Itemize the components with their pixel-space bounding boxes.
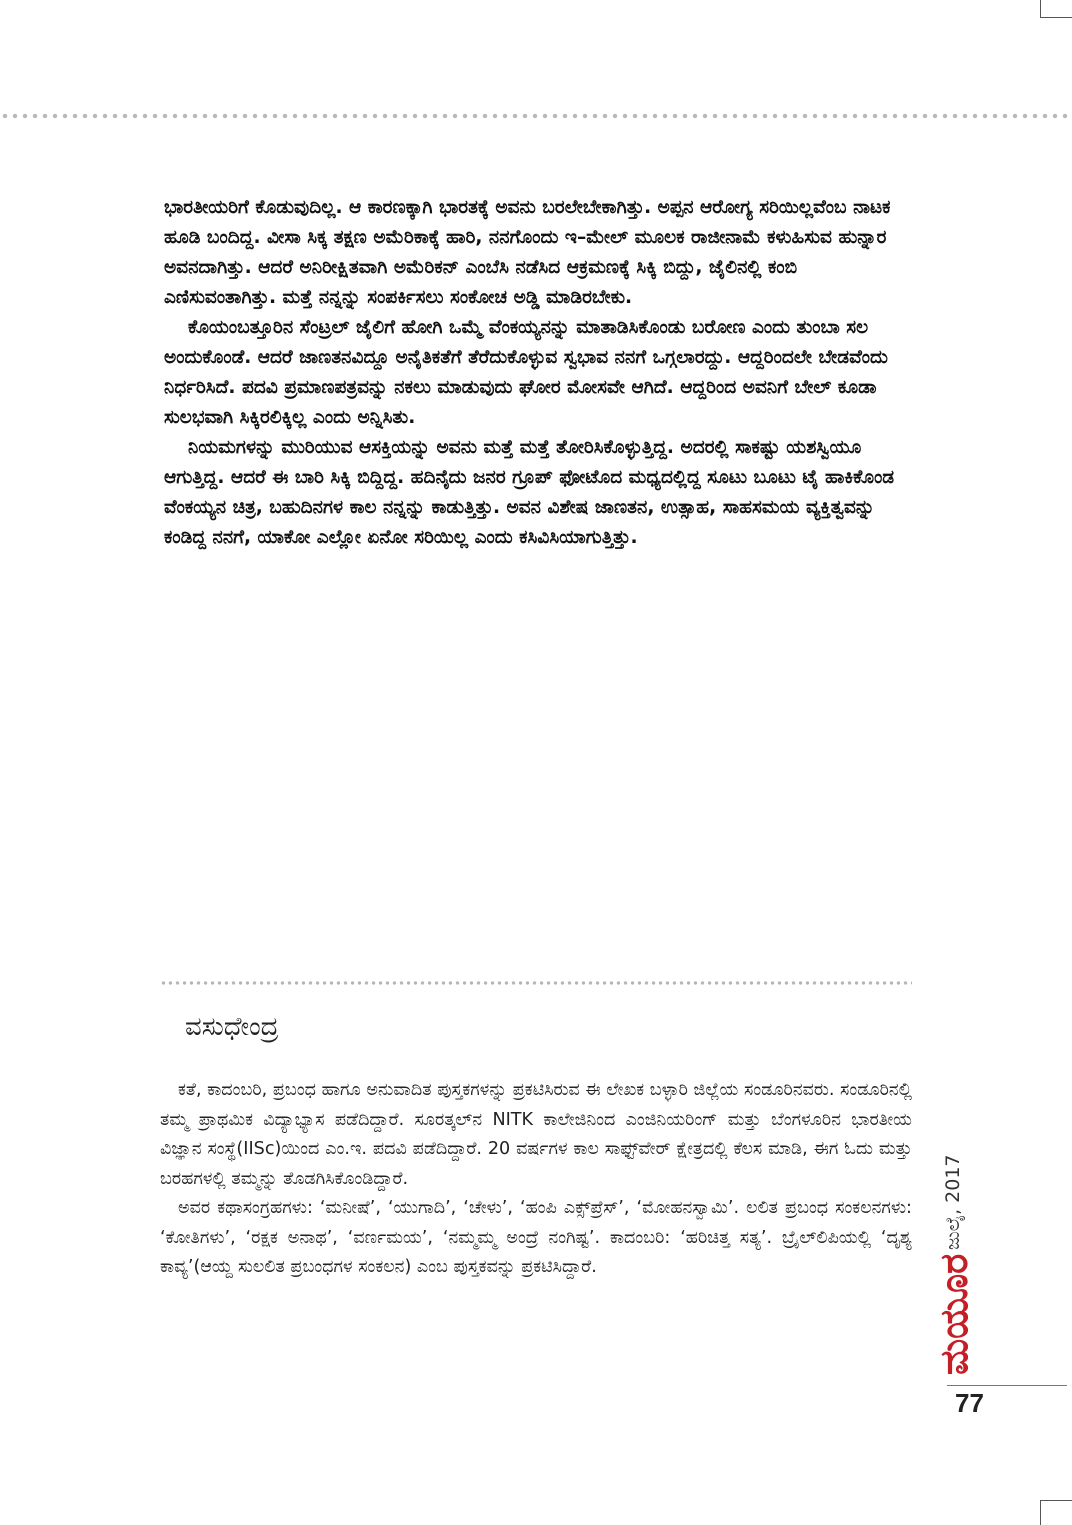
story-paragraph: ಭಾರತೀಯರಿಗೆ ಕೊಡುವುದಿಲ್ಲ. ಆ ಕಾರಣಕ್ಕಾಗಿ ಭಾರತಕ್ಕೆ ಅವನು ಬರಲೇಬೇಕಾಗಿತ್ತು. ಅಪ್ಪನ ಆರೋಗ್ಯ ಸರಿಯಿಲ್ಲವೆಂಬ ನಾಟಕ ಹೂಡಿ ಬಂದಿದ್ದ. ವೀಸಾ ಸಿಕ್ಕ ತಕ್ಷಣ ಅಮೆರಿಕಾಕ್ಕೆ ಹಾರಿ, ನನಗೊಂದು ಇ–ಮೇಲ್ ಮೂಲಕ ರಾಜೀನಾಮೆ ಕಳುಹಿಸುವ ಹುನ್ನಾರ ಅವನದಾಗಿತ್ತು. ಆದರೆ ಅನಿರೀಕ್ಷಿತವಾಗಿ ಅಮೆರಿಕನ್ ಎಂಬೆಸಿ ನಡೆಸಿದ ಆಕ್ರಮಣಕ್ಕೆ ಸಿಕ್ಕಿ ಬಿದ್ದು, ಜೈಲಿನಲ್ಲಿ ಕಂಬಿ ಎಣಿಸುವಂತಾಗಿತ್ತು. ಮತ್ತೆ ನನ್ನನ್ನು ಸಂಪರ್ಕಿಸಲು ಸಂಕೋಚ ಅಡ್ಡಿ ಮಾಡಿರಬೇಕು.	[164, 197, 891, 308]
magazine-logo: ಮಯೂರ	[932, 1253, 976, 1375]
story-paragraph: ಕೊಯಂಬತ್ತೂರಿನ ಸೆಂಟ್ರಲ್ ಜೈಲಿಗೆ ಹೋಗಿ ಒಮ್ಮೆ ವೆಂಕಯ್ಯನನ್ನು ಮಾತಾಡಿಸಿಕೊಂಡು ಬರೋಣ ಎಂದು ತುಂಬಾ ಸಲ ಅಂದುಕೊಂಡೆ. ಆದರೆ ಜಾಣತನವಿದ್ದೂ ಅನೈತಿಕತೆಗೆ ತೆರೆದುಕೊಳ್ಳುವ ಸ್ವಭಾವ ನನಗೆ ಒಗ್ಗಲಾರದ್ದು. ಆದ್ದರಿಂದಲೇ ಬೇಡವೆಂದು ನಿರ್ಧರಿಸಿದೆ. ಪದವಿ ಪ್ರಮಾಣಪತ್ರವನ್ನು ನಕಲು ಮಾಡುವುದು ಘೋರ ಮೋಸವೇ ಆಗಿದೆ. ಆದ್ದರಿಂದ ಅವನಿಗೆ ಬೇಲ್ ಕೂಡಾ ಸುಲಭವಾಗಿ ಸಿಕ್ಕಿರಲಿಕ್ಕಿಲ್ಲ ಎಂದು ಅನ್ನಿಸಿತು.	[164, 317, 888, 428]
page-number: 77	[955, 1388, 984, 1418]
top-dotted-divider	[0, 112, 1072, 120]
story-paragraph: ನಿಯಮಗಳನ್ನು ಮುರಿಯುವ ಆಸಕ್ತಿಯನ್ನು ಅವನು ಮತ್ತೆ ಮತ್ತೆ ತೋರಿಸಿಕೊಳ್ಳುತ್ತಿದ್ದ. ಅದರಲ್ಲಿ ಸಾಕಷ್ಟು ಯಶಸ್ವಿಯೂ ಆಗುತ್ತಿದ್ದ. ಆದರೆ ಈ ಬಾರಿ ಸಿಕ್ಕಿ ಬಿದ್ದಿದ್ದ. ಹದಿನೈದು ಜನರ ಗ್ರೂಪ್ ಫೋಟೊದ ಮಧ್ಯದಲ್ಲಿದ್ದ ಸೂಟು ಬೂಟು ಟೈ ಹಾಕಿಕೊಂಡ ವೆಂಕಯ್ಯನ ಚಿತ್ರ, ಬಹುದಿನಗಳ ಕಾಲ ನನ್ನನ್ನು ಕಾಡುತ್ತಿತ್ತು. ಅವನ ವಿಶೇಷ ಜಾಣತನ, ಉತ್ಸಾಹ, ಸಾಹಸಮಯ ವ್ಯಕ್ತಿತ್ವವನ್ನು ಕಂಡಿದ್ದ ನನಗೆ, ಯಾಕೋ ಎಲ್ಲೋ ಏನೋ ಸರಿಯಿಲ್ಲ ಎಂದು ಕಸಿವಿಸಿಯಾಗುತ್ತಿತ್ತು.	[164, 437, 895, 548]
bio-paragraph: ಅವರ ಕಥಾಸಂಗ್ರಹಗಳು: ‘ಮನೀಷೆ’, ‘ಯುಗಾದಿ’, ‘ಚೇಳು’, ‘ಹಂಪಿ ಎಕ್ಸ್‌ಪ್ರೆಸ್’, ‘ಮೋಹನಸ್ವಾಮಿ’. ಲಲಿತ ಪ್ರಬಂಧ ಸಂಕಲನಗಳು: ‘ಕೋತಿಗಳು’, ‘ರಕ್ಷಕ ಅನಾಥ’, ‘ವರ್ಣಮಯ’, ‘ನಮ್ಮಮ್ಮ ಅಂದ್ರೆ ನಂಗಿಷ್ಟ’. ಕಾದಂಬರಿ: ‘ಹರಿಚಿತ್ತ ಸತ್ಯ’. ಬ್ರೈಲ್‌ಲಿಪಿಯಲ್ಲಿ ‘ದೃಶ್ಯ ಕಾವ್ಯ’(ಆಯ್ದ ಸುಲಲಿತ ಪ್ರಬಂಧಗಳ ಸಂಕಲನ) ಎಂಬ ಪುಸ್ತಕವನ್ನು ಪ್ರಕಟಿಸಿದ್ದಾರೆ.	[160, 1198, 912, 1277]
page-number-rule	[947, 1385, 1067, 1386]
crop-mark-top-right-horizontal	[1040, 17, 1072, 18]
crop-mark-top-right-vertical	[1040, 0, 1041, 18]
bio-paragraph: ಕತೆ, ಕಾದಂಬರಿ, ಪ್ರಬಂಧ ಹಾಗೂ ಅನುವಾದಿತ ಪುಸ್ತಕಗಳನ್ನು ಪ್ರಕಟಿಸಿರುವ ಈ ಲೇಖಕ ಬಳ್ಳಾರಿ ಜಿಲ್ಲೆಯ ಸಂಡೂರಿನವರು. ಸಂಡೂರಿನಲ್ಲಿ ತಮ್ಮ ಪ್ರಾಥಮಿಕ ವಿದ್ಯಾಭ್ಯಾಸ ಪಡೆದಿದ್ದಾರೆ. ಸೂರತ್ಕಲ್‌ನ NITK ಕಾಲೇಜಿನಿಂದ ಎಂಜಿನಿಯರಿಂಗ್ ಮತ್ತು ಬೆಂಗಳೂರಿನ ಭಾರತೀಯ ವಿಜ್ಞಾನ ಸಂಸ್ಥೆ(IISc)ಯಿಂದ ಎಂ.ಇ. ಪದವಿ ಪಡೆದಿದ್ದಾರೆ. 20 ವರ್ಷಗಳ ಕಾಲ ಸಾಫ್ಟ್‌ವೇರ್ ಕ್ಷೇತ್ರದಲ್ಲಿ ಕೆಲಸ ಮಾಡಿ, ಈಗ ಓದು ಮತ್ತು ಬರಹಗಳಲ್ಲಿ ತಮ್ಮನ್ನು ತೊಡಗಿಸಿಕೊಂಡಿದ್ದಾರೆ.	[160, 1080, 912, 1189]
author-bio	[160, 1076, 912, 1283]
crop-mark-bottom-right-horizontal	[1040, 1500, 1072, 1501]
author-name: ವಸುಧೇಂದ್ರ	[185, 1012, 279, 1042]
issue-date: ಜುಲೈ, 2017	[942, 1154, 964, 1250]
crop-mark-bottom-right-vertical	[1040, 1500, 1041, 1525]
story-text	[164, 193, 912, 553]
author-section-divider	[160, 980, 912, 986]
